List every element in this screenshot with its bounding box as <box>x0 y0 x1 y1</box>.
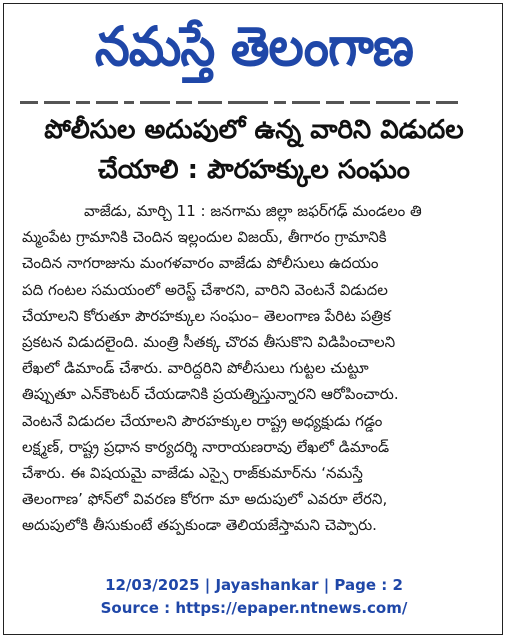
body-line: తెలంగాణ’ ఫోన్‌లో వివరణ కోరగా మా అదుపులో ఎవరూ లేరని, <box>22 490 388 509</box>
article-body <box>22 198 486 539</box>
clipping-footer <box>0 574 508 620</box>
body-line: తిప్పుతూ ఎన్‌కౌంటర్ చేయడానికి ప్రయత్నిస్తున్నారని ఆరోపించారు. <box>22 385 399 404</box>
body-line: చెందిన నాగరాజును మంగళవారం వాజేడు పోలీసులు ఉదయం <box>22 254 379 273</box>
clipped-previous-line <box>20 98 486 108</box>
body-line: చేశారు. ఈ విషయమై వాజేడు ఎస్సై రాజ్‌కుమార్‌ను ‘నమస్తే <box>22 464 363 483</box>
body-line: లక్ష్మణ్, రాష్ట్ర ప్రధాన కార్యదర్శి నారాయణరావు లేఖలో డిమాండ్ <box>22 437 390 456</box>
headline-line-2: చేయాలి : పౌరహక్కుల సంఘం <box>98 155 410 185</box>
body-line: మ్మంపేట గ్రామానికి చెందిన ఇల్లందుల విజయ్, తీగారం గ్రామానికి <box>22 228 387 247</box>
newspaper-masthead <box>40 8 468 86</box>
body-line: చేయాలని కోరుతూ పౌరహక్కుల సంఘం– తెలంగాణ పేరిట పత్రిక <box>22 306 391 325</box>
source-link[interactable]: Source : https://epaper.ntnews.com/ <box>100 599 408 617</box>
article-headline <box>16 110 492 190</box>
masthead-logo: నమస్తే తెలంగాణ <box>94 15 414 78</box>
body-line: వాజేడు, మార్చి 11 : జనగామ జిల్లా జఫర్‌గఢ్ మండలం తి <box>84 202 422 220</box>
date-edition-page: 12/03/2025 | Jayashankar | Page : 2 <box>105 576 403 594</box>
body-line: ప్రకటన విడుదలైంది. మంత్రి సీతక్క చొరవ తీసుకొని విడిపించాలని <box>22 333 396 352</box>
headline-line-1: పోలీసుల అదుపులో ఉన్న వారిని విడుదల <box>44 115 464 145</box>
body-line: అదుపులోకి తీసుకుంటే తప్పకుండా తెలియజేస్తామని చెప్పారు. <box>22 516 377 535</box>
body-line: వెంటనే విడుదల చేయాలని పౌరహక్కుల రాష్ట్ర అధ్యక్షుడు గడ్డం <box>22 411 383 430</box>
body-line: పది గంటల సమయంలో అరెస్ట్ చేశారని, వారిని వెంటనే విడుదల <box>22 280 388 299</box>
body-line: లేఖలో డిమాండ్ చేశారు. వారిద్దరిని పోలీసులు గుట్టల చుట్టూ <box>22 359 369 378</box>
